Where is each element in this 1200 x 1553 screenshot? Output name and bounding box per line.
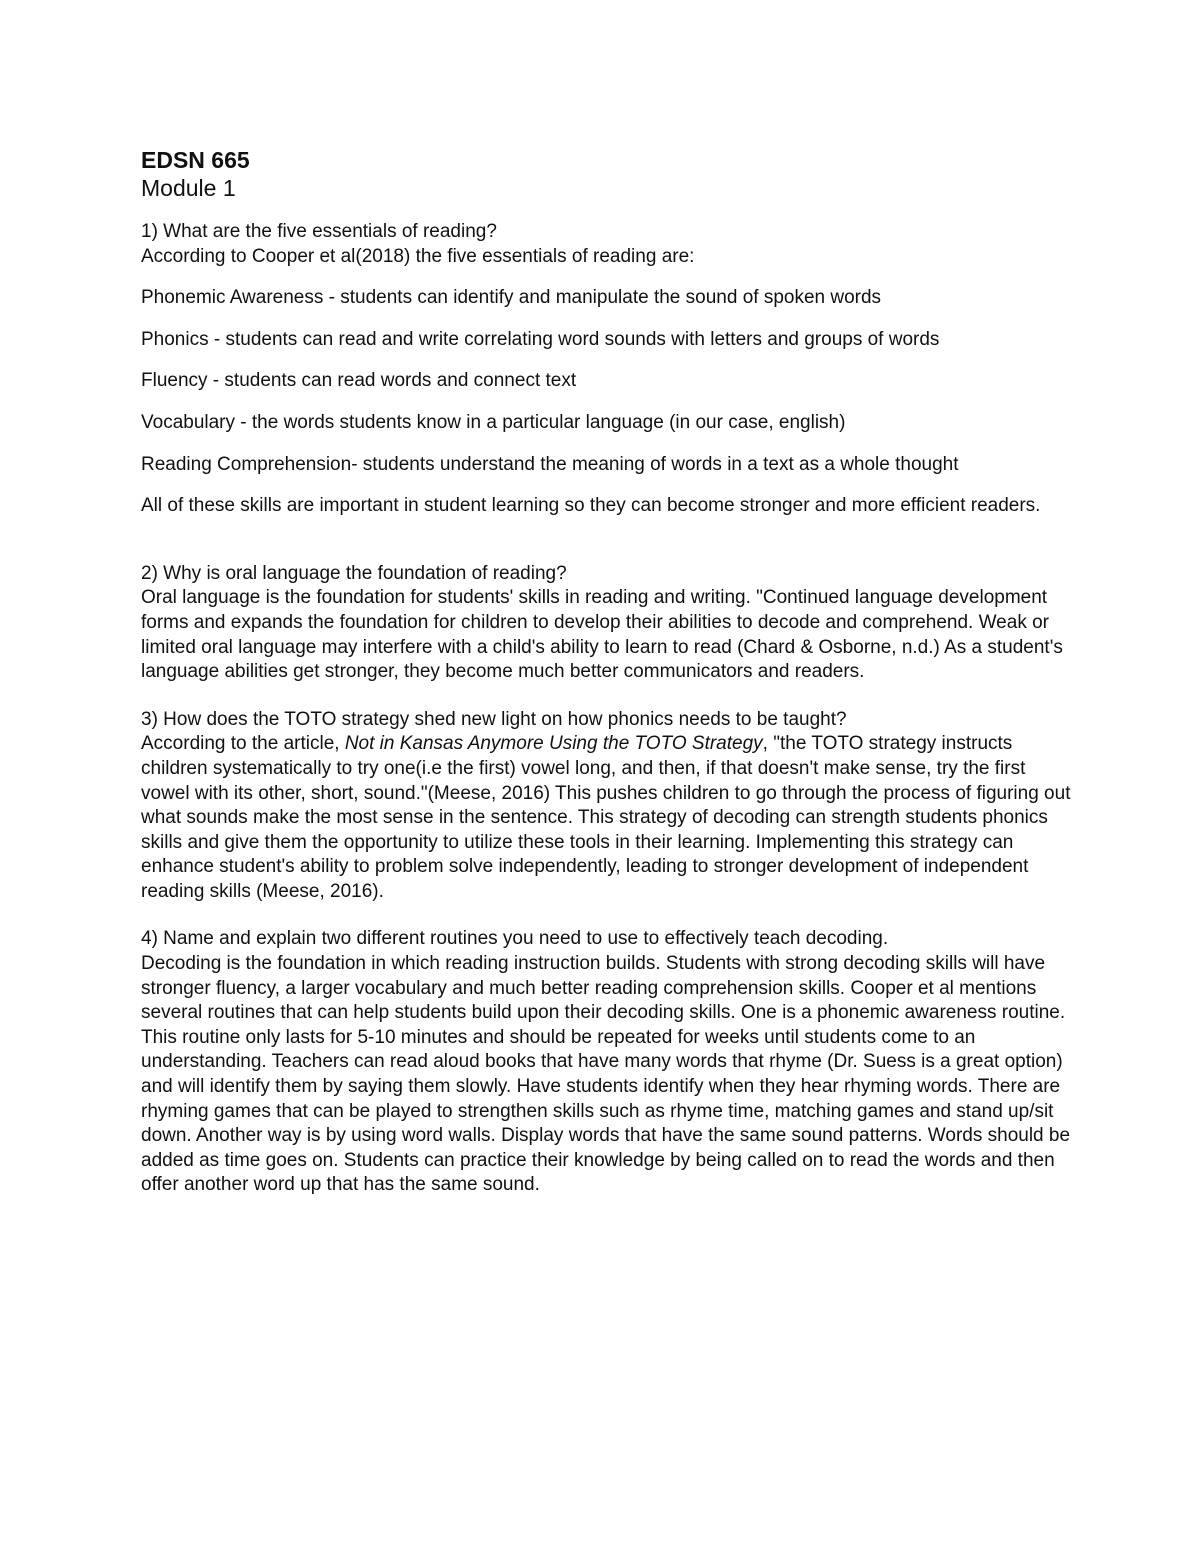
answer-2: Oral language is the foundation for students' skills in reading and writing. "Continued language development forms and expands the foundation for children to develop their abilities to decode and comprehend. Weak or limited oral language may interfere with a child's ability to learn to read (Chard & Osborne, n.d.) As a student's language abilities get stronger, they become much better communicators and readers. xyxy=(141,587,1063,683)
essential-reading-comprehension: Reading Comprehension- students understand the meaning of words in a text as a whole thought xyxy=(141,453,959,475)
answer-3-body: , "the TOTO strategy instructs children systematically to try one(i.e the first) vowel long, and then, if that doesn't make sense, try the first vowel with its other, short, sound."(Meese, 2016) This pushes children to go through the process of figuring out what sounds make the most sense in the sentence. This strategy of decoding can strength students phonics skills and give them the opportunity to utilize these tools in their learning. Implementing this strategy can enhance student's ability to problem solve independently, leading to stronger development of independent reading skills (Meese, 2016). xyxy=(141,733,1071,902)
question-4: 4) Name and explain two different routines you need to use to effectively teach decoding. xyxy=(141,928,889,950)
question-1-section xyxy=(141,220,1071,519)
essential-fluency: Fluency - students can read words and connect text xyxy=(141,370,577,392)
question-3-section xyxy=(141,708,1071,905)
question-2: 2) Why is oral language the foundation of reading? xyxy=(141,562,567,584)
question-1: 1) What are the five essentials of reading? xyxy=(141,221,497,242)
answer-3-prefix: According to the article, xyxy=(141,733,345,755)
question-2-section xyxy=(141,562,1071,685)
module-title: Module 1 xyxy=(141,175,236,201)
document-page xyxy=(141,146,1071,1198)
answer-4: Decoding is the foundation in which reading instruction builds. Students with strong decoding skills will have stronger fluency, a larger vocabulary and much better reading comprehension skills. Cooper et al mentions several routines that can help students build upon their decoding skills. One is a phonemic awareness routine. This routine only lasts for 5-10 minutes and should be repeated for weeks until students come to an understanding. Teachers can read aloud books that have many words that rhyme (Dr. Suess is a great option) and will identify them by saying them slowly. Have students identify when they hear rhyming words. There are rhyming games that can be played to strengthen skills such as rhyme time, matching games and stand up/sit down. Another way is by using word walls. Display words that have the same sound patterns. Words should be added as time goes on. Students can practice their knowledge by being called on to read the words and then offer another word up that has the same sound. xyxy=(141,953,1071,1196)
essential-phonemic-awareness: Phonemic Awareness - students can identify and manipulate the sound of spoken words xyxy=(141,287,882,309)
question-4-section xyxy=(141,927,1071,1198)
article-title: Not in Kansas Anymore Using the TOTO Strategy xyxy=(344,733,763,755)
question-1-intro: According to Cooper et al(2018) the five essentials of reading are: xyxy=(141,245,695,267)
essential-phonics: Phonics - students can read and write correlating word sounds with letters and groups of words xyxy=(141,328,940,350)
essential-vocabulary: Vocabulary - the words students know in a particular language (in our case, english) xyxy=(141,411,846,433)
answer-3 xyxy=(141,732,1071,904)
course-title: EDSN 665 xyxy=(141,147,250,173)
question-3: 3) How does the TOTO strategy shed new light on how phonics needs to be taught? xyxy=(141,708,847,730)
question-1-conclusion: All of these skills are important in student learning so they can become stronger and more efficient readers. xyxy=(141,495,1041,517)
